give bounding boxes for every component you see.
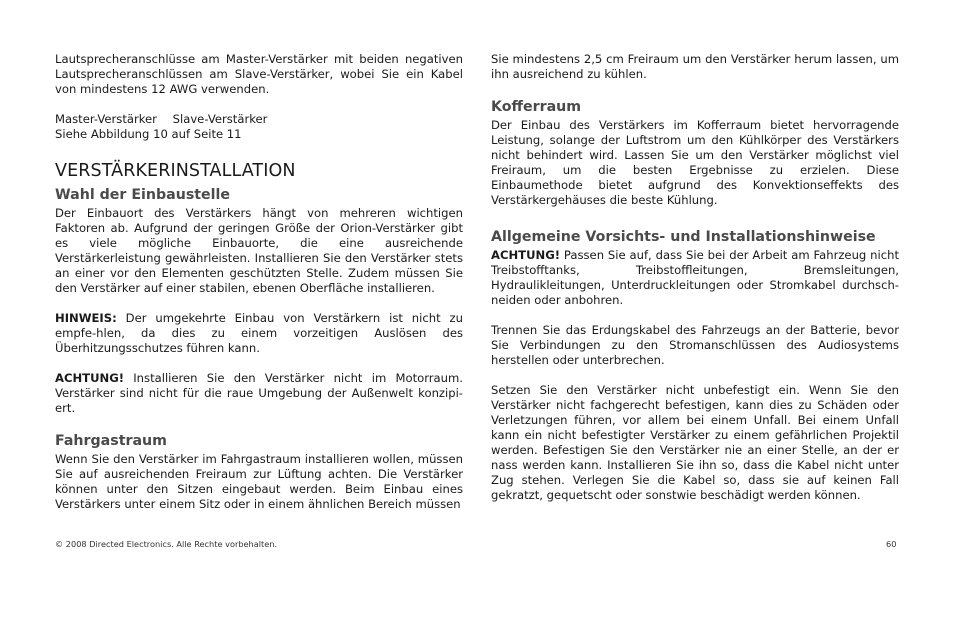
footer-copyright: © 2008 Directed Electronics. Alle Rechte vorbehalten. — [55, 539, 278, 549]
kofferraum-paragraph: Der Einbau des Verstärkers im Kofferraum bietet hervorragende Leistung, solange der Luftstrom um den Kühlkörper des Verstärkers nicht behindert wird. Lassen Sie um den Verstärker möglichst viel Freiraum, um die besten Ergebnisse zu erzielen. Diese Einbaumethode bietet aufgrund des Konvektionseffekts des Verstärkergehäuses die beste Kühlung. — [491, 118, 899, 207]
amplifier-label-pair — [55, 112, 463, 127]
heading-kofferraum: Kofferraum — [491, 99, 582, 115]
trennen-paragraph: Trennen Sie das Erdungskabel des Fahrzeugs an der Batterie, bevor Sie Verbindungen zu den Stromanschlüssen des Audiosystems herstellen oder unterbrechen. — [491, 323, 899, 367]
master-label: Master-Verstärker — [55, 112, 157, 126]
section-title: VERSTÄRKERINSTALLATION — [55, 161, 296, 181]
slave-label: Slave-Verstärker — [172, 112, 268, 126]
heading-fahrgastraum: Fahrgastraum — [55, 433, 167, 449]
fahrgast-paragraph: Wenn Sie den Verstärker im Fahrgastraum installieren wollen, müssen Sie auf ausreichenden Freiraum zur Lüftung achten. Die Verstärker können unter den Sitzen eingebaut werden. Beim Einbau eines Verstärkers unter einem Sitz oder in einem ähnlichen Bereich müssen — [55, 452, 463, 511]
achtung-paragraph — [55, 371, 463, 416]
heading-allgemeine: Allgemeine Vorsichts- und Installationshinweise — [491, 229, 876, 245]
continued-paragraph: Sie mindestens 2,5 cm Freiraum um den Verstärker herum lassen, um ihn ausreichend zu kühlen. — [491, 52, 899, 81]
page-number: 60 — [886, 539, 897, 549]
hinweis-label: HINWEIS: — [55, 311, 117, 325]
intro-paragraph: Lautsprecheranschlüsse am Master-Verstärker mit beiden negativen Lautsprecheranschlüssen am Slave-Verstärker, wobei Sie ein Kabel von mindestens 12 AWG verwenden. — [55, 52, 463, 96]
left-column — [55, 52, 463, 512]
hinweis-paragraph — [55, 311, 463, 356]
setzen-paragraph: Setzen Sie den Verstärker nicht unbefestigt ein. Wenn Sie den Verstärker nicht fachgerecht befestigen, kann dies zu Schäden oder Verletzungen führen, vor allem bei einem Unfall. Bei einem Unfall kann ein nicht befestigter Verstärker zu einem gefährlichen Projektil werden. Befestigen Sie den Verstärker nie an einer Stelle, an der er nass werden kann. Installieren Sie ihn so, dass die Kabel nicht unter Zug stehen. Verlegen Sie die Kabel so, dass sie auf keinen Fall gekratzt, gequetscht oder sonstwie beschädigt werden können. — [491, 383, 899, 502]
achtung-right-paragraph — [491, 248, 899, 308]
achtung-text: Installieren Sie den Verstärker nicht im Motorraum. Verstärker sind nicht für die raue Umgebung der Außenwelt konzipi-ert. — [55, 371, 463, 415]
heading-wahl: Wahl der Einbaustelle — [55, 187, 231, 203]
wahl-paragraph: Der Einbauort des Verstärkers hängt von mehreren wichtigen Faktoren ab. Aufgrund der geringen Größe der Orion-Verstärker gibt es viele mögliche Einbauorte, die eine ausreichende Verstärkerleistung gewährleisten. Installieren Sie den Verstärker stets an einer vor den Elementen geschützten Stelle. Zudem müssen Sie den Verstärker auf einer stabilen, ebenen Oberfläche installieren. — [55, 206, 463, 295]
hinweis-text: Der umgekehrte Einbau von Verstärkern ist nicht zu empfe-hlen, da dies zu einem vorzeitigen Auslösen des Überhitzungsschutzes führen kann. — [55, 311, 463, 355]
figure-reference: Siehe Abbildung 10 auf Seite 11 — [55, 127, 242, 141]
achtung-right-text: Passen Sie auf, dass Sie bei der Arbeit am Fahrzeug nicht Treibstofftanks, Treibstoffleitungen, Bremsleitungen, Hydraulikleitungen, Unterdruckleitungen oder Stromkabel durchsch-neiden oder anbohren. — [491, 248, 899, 307]
achtung-right-label: ACHTUNG! — [491, 248, 561, 262]
achtung-label: ACHTUNG! — [55, 371, 125, 385]
right-column — [491, 52, 899, 503]
